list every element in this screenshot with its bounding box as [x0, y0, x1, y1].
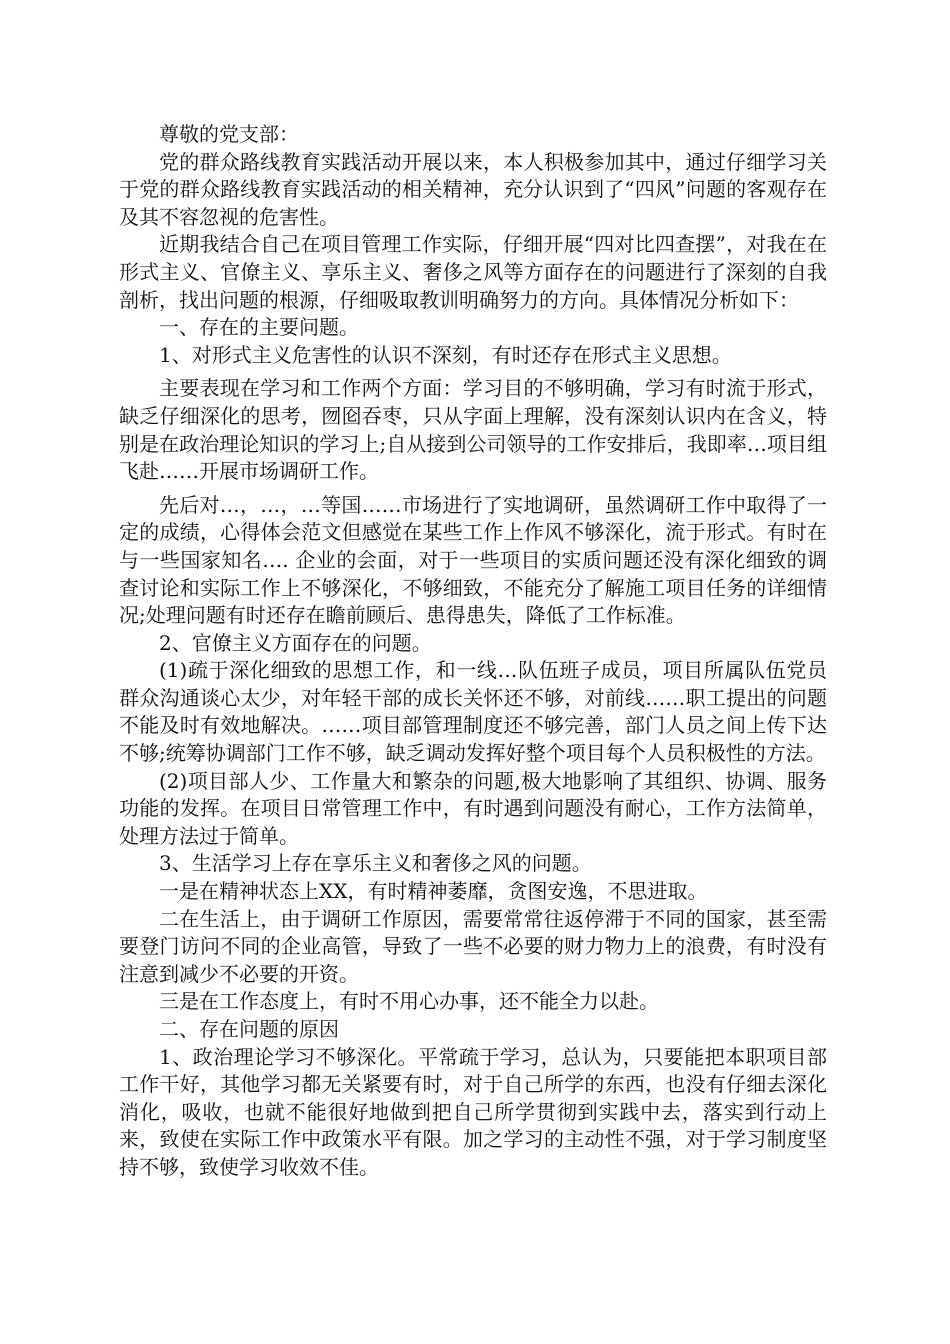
subheading-bureaucratism: 2、官僚主义方面存在的问题。	[159, 630, 432, 655]
subheading-formalism: 1、对形式主义危害性的认识不深刻，有时还存在形式主义思想。	[159, 342, 732, 367]
paragraph-formalism-details: 主要表现在学习和工作两个方面：学习目的不够明确，学习有时流于形式，缺乏仔细深化的思考，囫囵吞枣，只从字面上理解，没有深刻认识内在含义，特别是在政治理论知识的学习上;自从接到公司领导的工作安排后，我即率…项目组飞赴……开展市场调研工作。	[119, 376, 827, 484]
paragraph-hedonism-1: 一是在精神状态上XX，有时精神萎靡，贪图安逸，不思进取。	[159, 879, 708, 904]
paragraph-hedonism-3: 三是在工作态度上，有时不用心办事，还不能全力以赴。	[159, 989, 659, 1014]
paragraph-intro: 党的群众路线教育实践活动开展以来，本人积极参加其中，通过仔细学习关于党的群众路线教育实践活动的相关精神，充分认识到了“四风”问题的客观存在及其不容忽视的危害性。	[119, 149, 827, 229]
document-body	[119, 121, 827, 1182]
paragraph-bureaucratism-1: (1)疏于深化细致的思想工作，和一线…队伍班子成员，项目所属队伍党员群众沟通谈心太少，对年轻干部的成长关怀还不够，对前线……职工提出的问题不能及时有效地解决。……项目部管理制度还不够完善，部门人员之间上传下达不够;统筹协调部门工作不够，缺乏调动发挥好整个项目每个人员积极性的方法。	[119, 658, 827, 766]
paragraph-market-research: 先后对…，…，…等国……市场进行了实地调研，虽然调研工作中取得了一定的成绩，心得体会范文但感觉在某些工作上作风不够深化，流于形式。有时在与一些国家知名…. 企业的会面，对于一些项目的实质问题还没有深化细致的调查讨论和实际工作上不够深化，不够细致，不能充分了解施工项目任务的详细情况;处理问题有时还存在瞻前顾后、患得患失，降低了工作标准。	[119, 492, 827, 628]
salutation: 尊敬的党支部：	[159, 122, 299, 146]
paragraph-bureaucratism-2: (2)项目部人少、工作量大和繁杂的问题,极大地影响了其组织、协调、服务功能的发挥。在项目日常管理工作中，有时遇到问题没有耐心，工作方法简单，处理方法过于简单。	[119, 768, 827, 848]
section-heading-main-problems: 一、存在的主要问题。	[159, 315, 359, 340]
paragraph-causes-1: 1、政治理论学习不够深化。平常疏于学习，总认为，只要能把本职项目部工作干好，其他学习都无关紧要有时，对于自己所学的东西，也没有仔细去深化消化，吸收，也就不能很好地做到把自己所学贯彻到实践中去，落实到行动上来，致使在实际工作中政策水平有限。加之学习的主动性不强，对于学习制度坚持不够，致使学习收效不佳。	[119, 1044, 827, 1179]
subheading-hedonism: 3、生活学习上存在享乐主义和奢侈之风的问题。	[159, 851, 592, 876]
paragraph-hedonism-2: 二在生活上，由于调研工作原因，需要常常往返停滞于不同的国家，甚至需要登门访问不同的企业高管，导致了一些不必要的财力物力上的浪费，有时没有注意到减少不必要的开资。	[119, 906, 827, 986]
section-heading-causes: 二、存在问题的原因	[159, 1017, 339, 1041]
paragraph-self-analysis: 近期我结合自己在项目管理工作实际，仔细开展“四对比四查摆”，对我在在形式主义、官僚主义、享乐主义、奢侈之风等方面存在的问题进行了深刻的自我剖析，找出问题的根源，仔细吸取教训明确努力的方向。具体情况分析如下：	[119, 232, 827, 312]
